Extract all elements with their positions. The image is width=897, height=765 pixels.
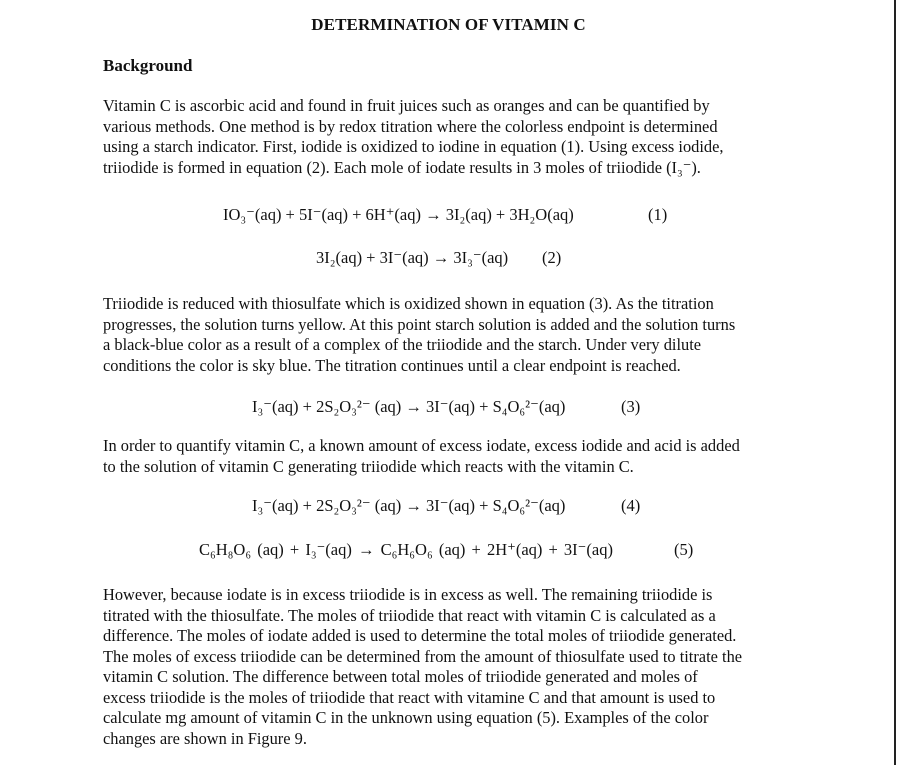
paragraph-line: conditions the color is sky blue. The titration continues until a clear endpoint is reached.	[103, 355, 681, 375]
paragraph-line: However, because iodate is in excess triiodide is in excess as well. The remaining triiodide is	[103, 585, 713, 604]
equation-1: IO₃⁻(aq) + 5I⁻(aq) + 6H⁺(aq) → 3I₂(aq) + 3H₂O(aq)	[223, 205, 574, 224]
equation-5-number: (5)	[674, 540, 694, 559]
equation-3: I₃⁻(aq) + 2S₂O₃²⁻ (aq) → 3I⁻(aq) + S₄O₆²⁻(aq)	[252, 397, 566, 416]
paragraph-line: The moles of excess triiodide can be determined from the amount of thiosulfate used to titrate the	[103, 646, 743, 666]
paragraph-line: calculate mg amount of vitamin C in the unknown using equation (5). Examples of the color	[103, 708, 709, 727]
paragraph-quantify	[103, 436, 795, 477]
paragraph-line: excess triiodide is the moles of triiodide that react with vitamine C and that amount is used to	[103, 687, 716, 707]
equation-4: I₃⁻(aq) + 2S₂O₃²⁻ (aq) → 3I⁻(aq) + S₄O₆²⁻(aq)	[252, 496, 566, 515]
section-heading: Background	[103, 56, 193, 75]
paragraph-line: changes are shown in Figure 9.	[103, 728, 307, 748]
paragraph-line: Vitamin C is ascorbic acid and found in fruit juices such as oranges and can be quantified by	[103, 96, 710, 115]
equation-4-number: (4)	[621, 496, 641, 515]
equation-2-number: (2)	[542, 248, 562, 267]
paragraph-line: progresses, the solution turns yellow. At this point starch solution is added and the solution turns	[103, 314, 736, 334]
paragraph-line: vitamin C solution. The difference between total moles of triiodide generated and moles of	[103, 667, 698, 686]
paragraph-line: titrated with the thiosulfate. The moles of triiodide that react with vitamin C is calculated as a	[103, 605, 716, 625]
equation-3-number: (3)	[621, 397, 641, 416]
paragraph-line: various methods. One method is by redox titration where the colorless endpoint is determined	[103, 116, 718, 136]
paragraph-line: using a starch indicator. First, iodide is oxidized to iodine in equation (1). Using excess iodide,	[103, 137, 724, 156]
paragraph-calculation	[103, 585, 795, 749]
page-edge-divider	[894, 0, 896, 765]
paragraph-intro	[103, 96, 795, 178]
equation-1-number: (1)	[648, 205, 668, 224]
paragraph-titration	[103, 294, 795, 376]
equation-2: 3I₂(aq) + 3I⁻(aq) → 3I₃⁻(aq)	[316, 248, 509, 267]
document-title: DETERMINATION OF VITAMIN C	[311, 15, 586, 34]
paragraph-line: difference. The moles of iodate added is used to determine the total moles of triiodide generated.	[103, 626, 737, 645]
paragraph-line: to the solution of vitamin C generating triiodide which reacts with the vitamin C.	[103, 456, 634, 476]
paragraph-line: triiodide is formed in equation (2). Each mole of iodate results in 3 moles of triiodide (I₃⁻).	[103, 157, 701, 177]
equation-5: C₆H₈O₆ (aq) + I₃⁻(aq) → C₆H₆O₆ (aq) + 2H⁺(aq) + 3I⁻(aq)	[199, 540, 613, 559]
paragraph-line: a black-blue color as a result of a complex of the triiodide and the starch. Under very dilute	[103, 335, 702, 354]
paragraph-line: In order to quantify vitamin C, a known amount of excess iodate, excess iodide and acid is added	[103, 436, 740, 455]
paragraph-line: Triiodide is reduced with thiosulfate which is oxidized shown in equation (3). As the titration	[103, 294, 714, 313]
